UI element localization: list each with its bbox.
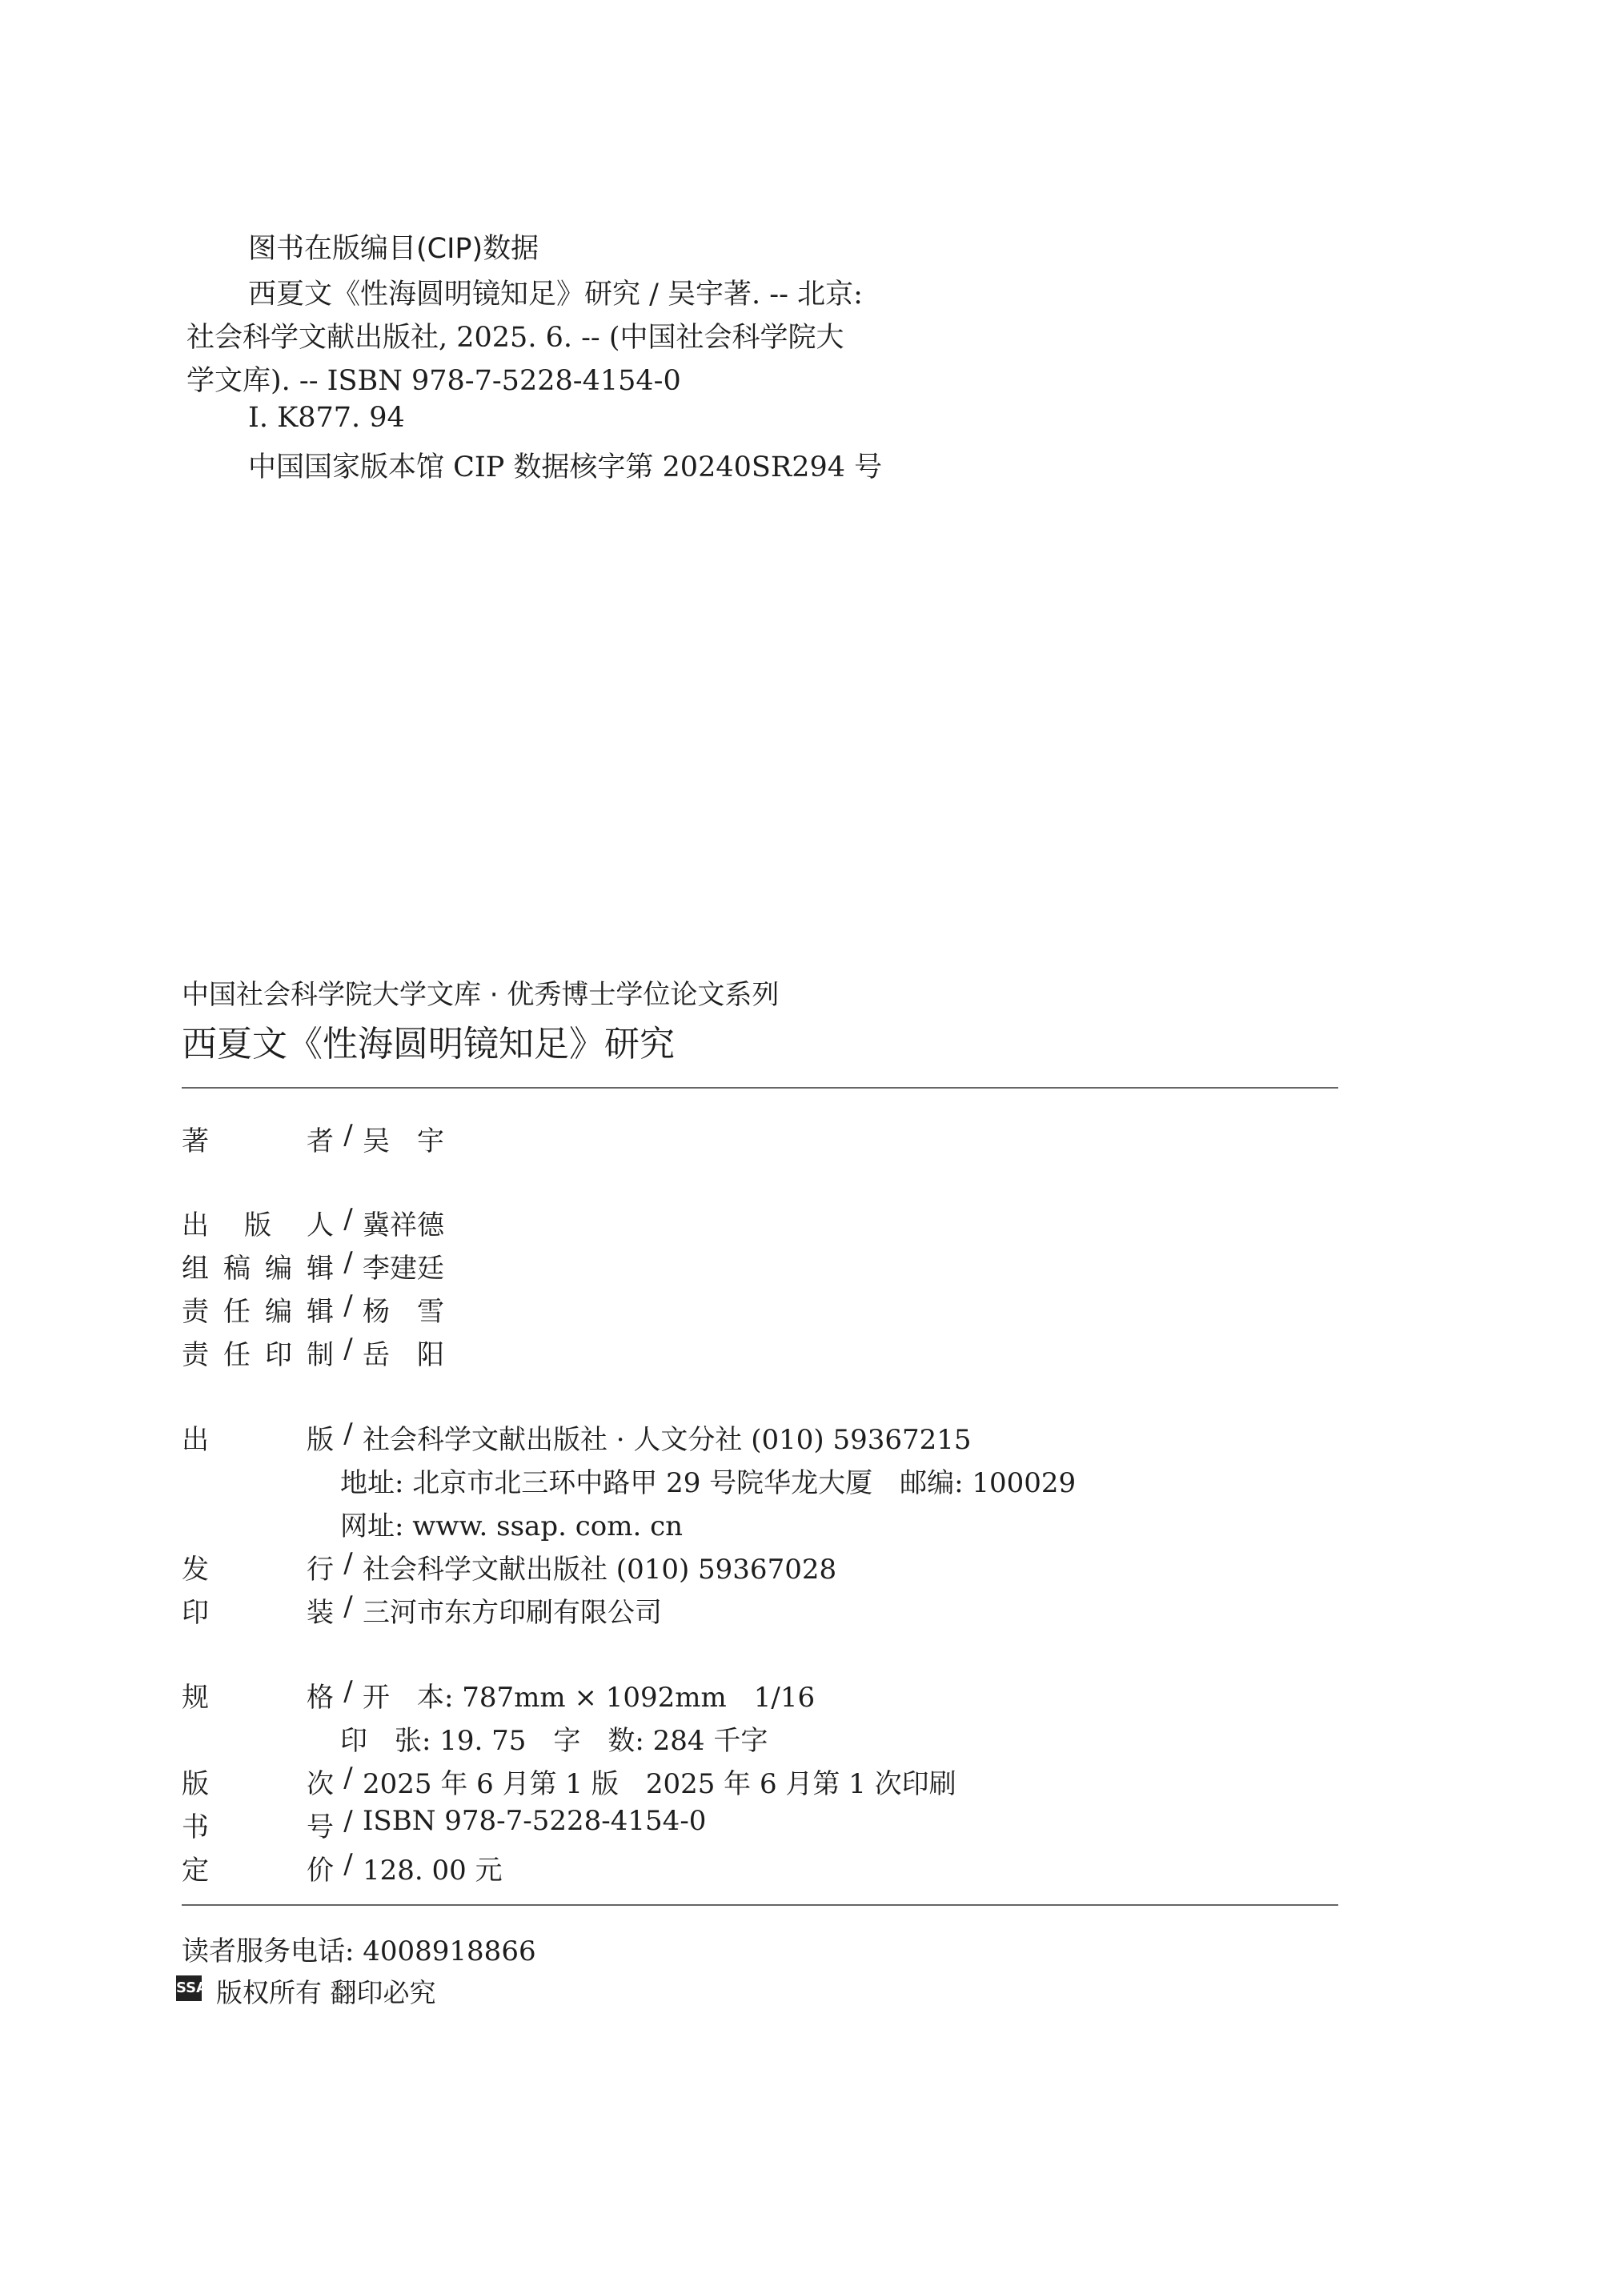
credit-acquisitions-editor: 组 稿 编 辑 / 李建廷 — [182, 1246, 444, 1285]
cip-line-2: 社会科学文献出版社, 2025. 6. -- (中国社会科学院大 — [186, 322, 844, 354]
top-rule — [182, 1087, 1338, 1089]
credit-responsible-printing: 责 任 印 制 / 岳 阳 — [182, 1333, 444, 1371]
credit-publish: 出 版 / 社会科学文献出版社 · 人文分社 (010) 59367215 — [182, 1418, 972, 1456]
cip-record-number: 中国国家版本馆 CIP 数据核字第 20240SR294 号 — [248, 451, 883, 483]
credit-value: 128. 00 元 — [363, 1855, 503, 1887]
credit-value: 吴 宇 — [363, 1125, 444, 1157]
credit-label: 定 价 — [182, 1855, 334, 1887]
credit-value: 李建廷 — [363, 1253, 444, 1285]
credit-label: 规 格 — [182, 1682, 334, 1714]
credit-label: 印 装 — [182, 1597, 334, 1629]
copyright-notice: 版权所有 翻印必究 — [216, 1977, 436, 2008]
credit-value: 岳 阳 — [363, 1339, 444, 1371]
credit-publisher-person: 出 版 人 / 冀祥德 — [182, 1203, 444, 1241]
cip-line-1: 西夏文《性海圆明镜知足》研究 / 吴宇著. -- 北京: — [248, 279, 863, 311]
credit-distribute: 发 行 / 社会科学文献出版社 (010) 59367028 — [182, 1547, 837, 1586]
credit-isbn: 书 号 / ISBN 978-7-5228-4154-0 — [182, 1805, 707, 1843]
credit-value: 开 本: 787mm × 1092mm 1/16 — [363, 1682, 816, 1714]
spec-extra: 印 张: 19. 75 字 数: 284 千字 — [340, 1725, 768, 1757]
credit-value: 2025 年 6 月第 1 版 2025 年 6 月第 1 次印刷 — [363, 1768, 956, 1800]
cip-classification: Ⅰ. K877. 94 — [248, 402, 405, 434]
credit-label: 出 版 人 — [182, 1209, 334, 1241]
credit-value: 冀祥德 — [363, 1209, 444, 1241]
credit-value: 杨 雪 — [363, 1296, 444, 1328]
credit-edition: 版 次 / 2025 年 6 月第 1 版 2025 年 6 月第 1 次印刷 — [182, 1762, 956, 1800]
credit-label: 著 者 — [182, 1125, 334, 1157]
credit-price: 定 价 / 128. 00 元 — [182, 1848, 503, 1887]
cip-heading: 图书在版编目(CIP)数据 — [248, 233, 539, 265]
credit-responsible-editor: 责 任 编 辑 / 杨 雪 — [182, 1289, 444, 1328]
credit-value: 三河市东方印刷有限公司 — [363, 1597, 662, 1629]
credit-printing: 印 装 / 三河市东方印刷有限公司 — [182, 1590, 662, 1629]
bottom-rule — [182, 1904, 1338, 1906]
credit-label: 责 任 编 辑 — [182, 1296, 334, 1328]
book-title: 西夏文《性海圆明镜知足》研究 — [182, 1024, 675, 1065]
publisher-address: 地址: 北京市北三环中路甲 29 号院华龙大厦 邮编: 100029 — [340, 1467, 1077, 1499]
credit-label: 发 行 — [182, 1554, 334, 1586]
service-phone: 读者服务电话: 4008918866 — [182, 1935, 536, 1967]
ssap-logo-icon: SSAP — [176, 1975, 202, 2001]
cip-line-3: 学文库). -- ISBN 978-7-5228-4154-0 — [186, 365, 681, 397]
credit-spec: 规 格 / 开 本: 787mm × 1092mm 1/16 — [182, 1675, 816, 1714]
credit-value: 社会科学文献出版社 · 人文分社 (010) 59367215 — [363, 1424, 972, 1456]
series-name: 中国社会科学院大学文库 · 优秀博士学位论文系列 — [182, 979, 780, 1011]
credit-value: 社会科学文献出版社 (010) 59367028 — [363, 1554, 837, 1586]
credit-label: 出 版 — [182, 1424, 334, 1456]
credit-label: 版 次 — [182, 1768, 334, 1800]
credit-label: 书 号 — [182, 1811, 334, 1843]
credit-author: 著 者 / 吴 宇 — [182, 1119, 444, 1157]
credit-label: 责 任 印 制 — [182, 1339, 334, 1371]
publisher-website: 网址: www. ssap. com. cn — [340, 1510, 684, 1542]
credit-label: 组 稿 编 辑 — [182, 1253, 334, 1285]
credit-value: ISBN 978-7-5228-4154-0 — [363, 1805, 707, 1837]
